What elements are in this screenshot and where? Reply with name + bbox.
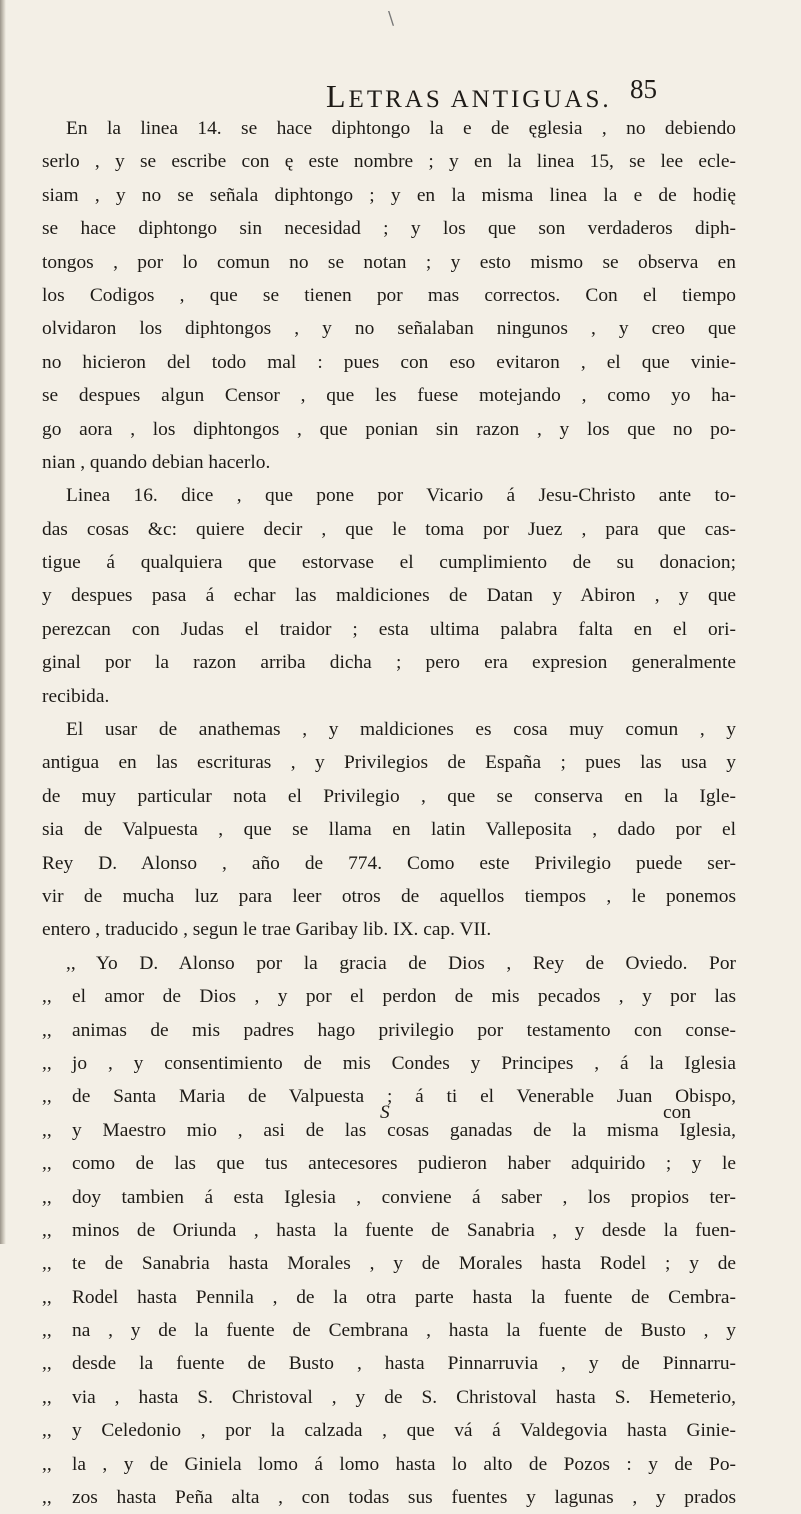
line-text: siam , y no se señala diphtongo ; y en la misma linea la e de hodię (42, 184, 736, 206)
text-line (42, 613, 736, 646)
line-text: Yo D. Alonso por la gracia de Dios , Rey de Oviedo. Por (96, 952, 736, 974)
line-text: como de las que tus antecesores pudieron haber adquirido ; y le (72, 1153, 736, 1175)
quotation-mark: ,, (42, 1052, 52, 1074)
page-header (0, 74, 801, 114)
line-text: no hicieron del todo mal : pues con eso evitaron , el que vinie- (42, 351, 736, 373)
text-line (42, 112, 736, 145)
text-line (42, 746, 736, 779)
body-text (42, 112, 736, 1514)
text-line (42, 713, 736, 746)
quotation-mark: ,, (42, 986, 52, 1008)
text-line (42, 546, 736, 579)
text-line (42, 346, 736, 379)
line-text: recibida. (42, 685, 110, 707)
quotation-mark: ,, (66, 952, 76, 974)
running-title-initial: L (326, 78, 349, 114)
line-text: de Santa Maria de Valpuesta ; á ti el Venerable Juan Obispo, (72, 1086, 736, 1108)
text-line (42, 246, 736, 279)
line-text: y despues pasa á echar las maldiciones de Datan y Abiron , y que (42, 585, 736, 607)
quotation-mark: ,, (42, 1353, 52, 1375)
page-number: 85 (630, 74, 657, 104)
line-text: doy tambien á esta Iglesia , conviene á saber , los propios ter- (72, 1186, 736, 1208)
text-line (42, 1481, 736, 1514)
running-title-text: ETRAS ANTIGUAS. (348, 86, 612, 113)
line-text: vir de mucha luz para leer otros de aquellos tiempos , le ponemos (42, 885, 736, 907)
page-edge-shadow (0, 0, 6, 1244)
text-line (42, 813, 736, 846)
text-line (42, 413, 736, 446)
text-line (42, 880, 736, 913)
text-line (42, 312, 736, 345)
quotation-mark: ,, (42, 1019, 52, 1041)
text-line (42, 1314, 736, 1347)
line-text: jo , y consentimiento de mis Condes y Principes , á la Iglesia (72, 1052, 736, 1074)
quotation-mark: ,, (42, 1153, 52, 1175)
line-text: tongos , por lo comun no se notan ; y esto mismo se observa en (42, 251, 736, 273)
text-line (42, 1381, 736, 1414)
text-line (42, 379, 736, 412)
text-line (42, 1014, 736, 1047)
line-text: minos de Oriunda , hasta la fuente de Sanabria , y desde la fuen- (72, 1219, 736, 1241)
line-text: via , hasta S. Christoval , y de S. Christoval hasta S. Hemeterio, (72, 1386, 736, 1408)
quotation-mark: ,, (42, 1086, 52, 1108)
text-line (42, 1181, 736, 1214)
line-text: sia de Valpuesta , que se llama en latin Valleposita , dado por el (42, 819, 736, 841)
text-line (42, 913, 736, 946)
quotation-mark: ,, (42, 1286, 52, 1308)
line-text: Rodel hasta Pennila , de la otra parte hasta la fuente de Cembra- (72, 1286, 736, 1308)
text-line (42, 446, 736, 479)
text-line (42, 780, 736, 813)
line-text: animas de mis padres hago privilegio por testamento con conse- (72, 1019, 736, 1041)
text-line (42, 145, 736, 178)
line-text: antigua en las escrituras , y Privilegios de España ; pues las usa y (42, 752, 736, 774)
text-line (42, 279, 736, 312)
text-line (42, 1214, 736, 1247)
line-text: y Celedonio , por la calzada , que vá á Valdegovia hasta Ginie- (72, 1420, 736, 1442)
text-line (42, 680, 736, 713)
line-text: En la linea 14. se hace diphtongo la e de ęglesia , no debiendo (66, 118, 736, 139)
line-text: ginal por la razon arriba dicha ; pero era expresion generalmente (42, 652, 736, 674)
text-line (42, 1414, 736, 1447)
text-line (42, 646, 736, 679)
text-line (42, 479, 736, 512)
running-title (326, 78, 612, 115)
line-text: zos hasta Peña alta , con todas sus fuentes y lagunas , y prados (72, 1487, 736, 1509)
line-text: desde la fuente de Busto , hasta Pinnarruvia , y de Pinnarru- (72, 1353, 736, 1375)
text-line (42, 579, 736, 612)
line-text: perezcan con Judas el traidor ; esta ultima palabra falta en el ori- (42, 618, 736, 640)
line-text: nian , quando debian hacerlo. (42, 451, 271, 473)
text-line (42, 980, 736, 1013)
quotation-mark: ,, (42, 1386, 52, 1408)
line-text: el amor de Dios , y por el perdon de mis pecados , y por las (72, 986, 736, 1008)
text-line (42, 1448, 736, 1481)
quotation-mark: ,, (42, 1487, 52, 1509)
line-text: y Maestro mio , asi de las cosas ganadas de la misma Iglesia, (72, 1119, 736, 1141)
quotation-mark: ,, (42, 1320, 52, 1342)
text-line (42, 1281, 736, 1314)
line-text: Linea 16. dice , que pone por Vicario á Jesu-Christo ante to- (66, 485, 736, 507)
quotation-mark: ,, (42, 1119, 52, 1141)
line-text: entero , traducido , segun le trae Garibay lib. IX. cap. VII. (42, 919, 492, 941)
line-text: olvidaron los diphtongos , y no señalaban ningunos , y creo que (42, 318, 736, 340)
line-text: te de Sanabria hasta Morales , y de Morales hasta Rodel ; y de (72, 1253, 736, 1275)
quotation-mark: ,, (42, 1453, 52, 1475)
text-line (42, 1247, 736, 1280)
quotation-mark: ,, (42, 1420, 52, 1442)
text-line (42, 212, 736, 245)
line-text: El usar de anathemas , y maldiciones es cosa muy comun , y (66, 719, 736, 741)
text-line (42, 1147, 736, 1180)
top-ink-mark: \ (388, 8, 395, 29)
quotation-mark: ,, (42, 1186, 52, 1208)
line-text: se hace diphtongo sin necesidad ; y los que son verdaderos diph- (42, 218, 736, 240)
quotation-mark: ,, (42, 1219, 52, 1241)
line-text: de muy particular nota el Privilegio , que se conserva en la Igle- (42, 785, 736, 807)
text-line (42, 1047, 736, 1080)
text-line (42, 847, 736, 880)
line-text: tigue á qualquiera que estorvase el cumplimiento de su donacion; (42, 552, 736, 574)
line-text: Rey D. Alonso , año de 774. Como este Privilegio puede ser- (42, 852, 736, 874)
text-line (42, 947, 736, 980)
catchword: con (663, 1102, 691, 1123)
signature-mark: S (380, 1102, 390, 1123)
line-text: la , y de Giniela lomo á lomo hasta lo alto de Pozos : y de Po- (72, 1453, 736, 1475)
line-text: serlo , y se escribe con ę este nombre ; y en la linea 15, se lee ecle- (42, 151, 736, 173)
line-text: se despues algun Censor , que les fuese motejando , como yo ha- (42, 385, 736, 407)
text-line (42, 1347, 736, 1380)
text-line (42, 513, 736, 546)
text-line (42, 179, 736, 212)
line-text: go aora , los diphtongos , que ponian sin razon , y los que no po- (42, 418, 736, 440)
line-text: na , y de la fuente de Cembrana , hasta la fuente de Busto , y (72, 1320, 736, 1342)
quotation-mark: ,, (42, 1253, 52, 1275)
line-text: das cosas &c: quiere decir , que le toma por Juez , para que cas- (42, 518, 736, 540)
page-footer (0, 1102, 801, 1136)
line-text: los Codigos , que se tienen por mas correctos. Con el tiempo (42, 284, 736, 306)
